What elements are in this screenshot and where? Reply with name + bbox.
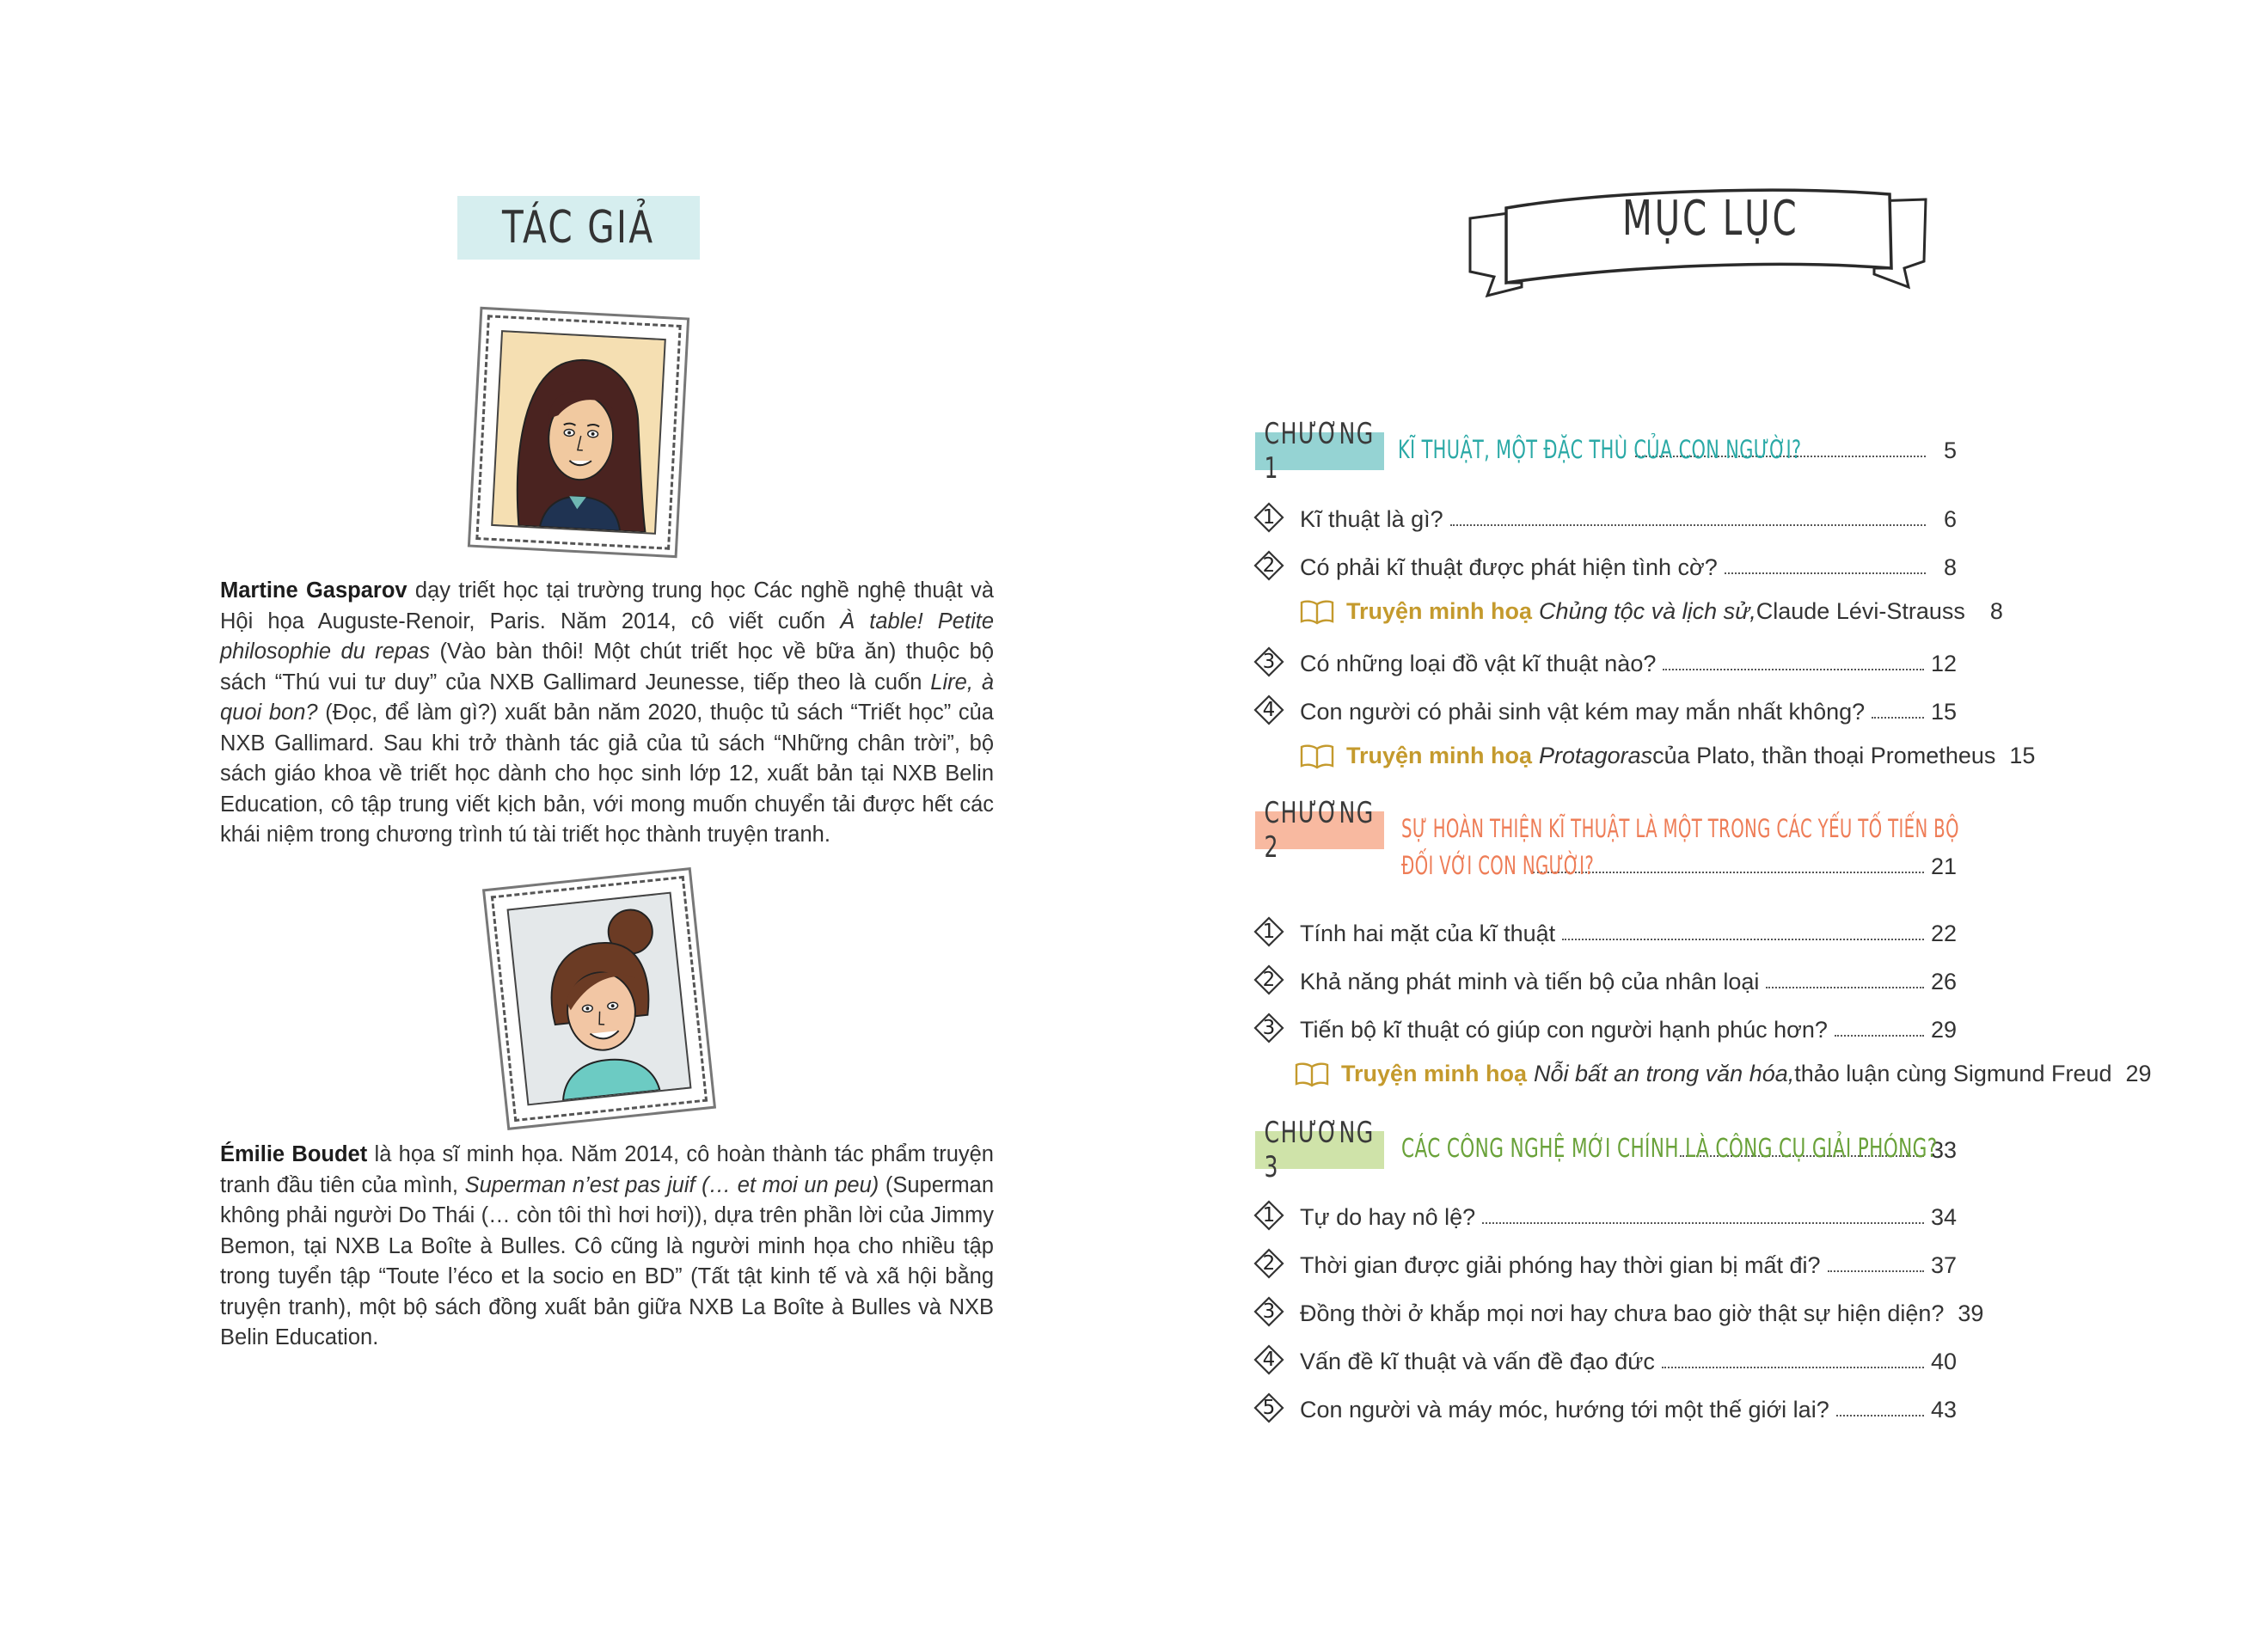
entry-text: Có phải kĩ thuật được phát hiện tình cờ?	[1300, 554, 1718, 580]
story-rest: thảo luận cùng Sigmund Freud	[1794, 1061, 2112, 1086]
authors-heading-box	[457, 196, 700, 260]
toc-story-2-1[interactable]	[1295, 1061, 2152, 1087]
entry-page: 6	[1943, 506, 1957, 532]
diamond-number-badge: 3	[1253, 646, 1284, 677]
open-book-icon	[1300, 743, 1334, 769]
leader-dots	[1482, 1222, 1924, 1224]
story-title: Protagoras	[1539, 743, 1653, 768]
entry-text: Thời gian được giải phóng hay thời gian bị mất đi?	[1300, 1252, 1821, 1278]
toc-entry-3-5[interactable]	[1253, 1392, 1957, 1423]
leader-dots	[1835, 1035, 1924, 1037]
author-1-book-title: Lire, à quoi bon?	[220, 670, 994, 725]
entry-page: 40	[1930, 1349, 1957, 1374]
leader-dots	[1725, 572, 1926, 574]
diamond-number-badge: 2	[1253, 964, 1284, 995]
story-rest: Claude Lévi-Strauss	[1755, 598, 1965, 624]
chapter-1-page: 5	[1943, 437, 1957, 463]
entry-page: 39	[1958, 1300, 1984, 1326]
author-2-bio-text: (Superman không phải người Do Thái (… còn tôi thì hơi hơi)), dựa trên phần lời của Jimmy Bemon, tại NXB La Boîte à Bulles. Cô cũng là người minh họa cho nhiều tập trong tuyển tập “Toute l’éco et la socio en BD” (Tất tật kinh tế và xã hội bằng truyện tranh), một bộ sách đồng xuất bản giữa NXB La Boîte à Bulles và NXB Belin Education.	[220, 1172, 995, 1349]
chapter-3-page: 33	[1930, 1137, 1957, 1163]
entry-page: 8	[1989, 598, 2003, 624]
chapter-2-label	[1255, 796, 1384, 865]
story-title: Nỗi bất an trong văn hóa,	[1534, 1061, 1795, 1086]
leader-dots	[1766, 987, 1924, 988]
toc-entry-1-3[interactable]	[1253, 646, 1957, 677]
toc-entry-2-3[interactable]	[1253, 1013, 1957, 1043]
right-page	[1118, 0, 2261, 1652]
author-1-name: Martine Gasparov	[220, 578, 407, 603]
entry-page: 29	[2125, 1061, 2152, 1086]
contents-heading: MỤC LỤC	[1622, 191, 1799, 247]
diamond-number-badge: 1	[1253, 502, 1284, 533]
authors-heading: TÁC GIẢ	[502, 202, 655, 254]
entry-text: Kĩ thuật là gì?	[1300, 506, 1443, 532]
author-2-bio-text: là họa sĩ minh họa. Năm 2014, cô hoàn thành tác phẩm truyện tranh đầu tiên của mình,	[220, 1142, 994, 1197]
entry-text: Tính hai mặt của kĩ thuật	[1300, 921, 1556, 946]
leader-dots	[1872, 717, 1924, 719]
chapter-3-label-text: CHƯƠNG 3	[1264, 1116, 1376, 1184]
entry-page: 37	[1930, 1252, 1957, 1278]
author-1-book-title: À table! Petite philosophie du repas	[220, 609, 995, 664]
chapter-2-page: 21	[1930, 854, 1957, 879]
story-label: Truyện minh hoạ	[1341, 1061, 1528, 1086]
toc-entry-1-2[interactable]	[1253, 550, 1957, 581]
entry-page: 12	[1930, 651, 1957, 676]
entry-text: Có những loại đồ vật kĩ thuật nào?	[1300, 651, 1657, 676]
entry-page: 22	[1930, 921, 1957, 946]
toc-story-1-1[interactable]	[1300, 598, 2003, 625]
story-label: Truyện minh hoạ	[1346, 598, 1533, 624]
chapter-1-label-text: CHƯƠNG 1	[1264, 417, 1376, 486]
toc-entry-1-4[interactable]	[1253, 694, 1957, 725]
entry-text: Tiến bộ kĩ thuật có giúp con người hạnh phúc hơn?	[1300, 1017, 1828, 1043]
entry-page: 26	[1930, 969, 1957, 994]
story-label: Truyện minh hoạ	[1346, 743, 1533, 768]
author-1-portrait-illustration	[493, 332, 664, 533]
entry-page: 29	[1930, 1017, 1957, 1043]
author-1-bio-text: dạy triết học tại trường trung học Các nghề nghệ thuật và Hội họa Auguste-Renoir, Paris. Năm 2014, cô viết cuốn	[220, 578, 995, 633]
entry-text: Khả năng phát minh và tiến bộ của nhân loại	[1300, 969, 1760, 994]
diamond-number-badge: 1	[1253, 916, 1284, 947]
story-rest: của Plato, thần thoại Prometheus	[1652, 743, 1996, 768]
author-1-bio-text: (Đọc, để làm gì?) xuất bản năm 2020, thuộc tủ sách “Triết học” của NXB Gallimard. Sau khi trở thành tác giả của tủ sách “Những chân trời”, bộ sách giáo khoa về triết học dành cho học sinh lớp 12, xuất bản tại NXB Belin Education, cô tập trung viết kịch bản, với mong muốn chuyển tải được hết các khái niệm trong chương trình tú tài triết học thành truyện tranh.	[220, 701, 994, 847]
chapter-2-title-line-2: ĐỐI VỚI CON NGƯỜI?	[1401, 851, 1595, 880]
toc-entry-1-1[interactable]	[1253, 502, 1957, 533]
author-2-name: Émilie Boudet	[220, 1142, 368, 1166]
diamond-number-badge: 5	[1253, 1392, 1284, 1423]
left-page	[0, 0, 1118, 1652]
chapter-1-label	[1255, 417, 1384, 486]
leader-dots	[1836, 1415, 1924, 1416]
toc-entry-3-3[interactable]	[1253, 1296, 1984, 1327]
entry-page: 34	[1930, 1204, 1957, 1230]
entry-text: Vấn đề kĩ thuật và vấn đề đạo đức	[1300, 1349, 1655, 1374]
diamond-number-badge: 4	[1253, 1344, 1284, 1375]
leader-dots	[1450, 524, 1926, 526]
entry-text: Con người có phải sinh vật kém may mắn nhất không?	[1300, 699, 1866, 725]
author-2-portrait-stamp	[491, 876, 708, 1122]
toc-entry-3-1[interactable]	[1253, 1200, 1957, 1231]
author-1-bio	[220, 576, 994, 851]
leader-dots	[1663, 669, 1924, 670]
author-1-bio-text: (Vào bàn thôi! Một chút triết học về bữa ăn) thuộc bộ sách “Thú vui tư duy” của NXB Gallimard Jeunesse, tiếp theo là cuốn	[220, 639, 995, 694]
entry-text: Tự do hay nô lệ?	[1300, 1204, 1476, 1230]
entry-text: Đồng thời ở khắp mọi nơi hay chưa bao giờ thật sự hiện diện?	[1300, 1300, 1945, 1326]
chapter-2-title-row-2[interactable]	[1401, 851, 1957, 880]
story-title: Chủng tộc và lịch sử,	[1539, 598, 1756, 624]
entry-page: 43	[1930, 1397, 1957, 1423]
entry-page: 8	[1943, 554, 1957, 580]
diamond-number-badge: 2	[1253, 550, 1284, 581]
chapter-3-label	[1255, 1116, 1384, 1184]
diamond-number-badge: 1	[1253, 1200, 1284, 1231]
toc-entry-3-2[interactable]	[1253, 1248, 1957, 1279]
chapter-3-title-row[interactable]	[1401, 1134, 1957, 1164]
author-1-portrait-stamp	[475, 315, 681, 549]
toc-story-1-2[interactable]	[1300, 743, 2036, 769]
toc-entry-2-1[interactable]	[1253, 916, 1957, 947]
diamond-number-badge: 3	[1253, 1013, 1284, 1043]
leader-dots	[1828, 1270, 1924, 1272]
chapter-2-label-text: CHƯƠNG 2	[1264, 796, 1376, 865]
chapter-1-title: KĨ THUẬT, MỘT ĐẶC THÙ CỦA CON NGƯỜI?	[1398, 435, 1802, 464]
toc-entry-3-4[interactable]	[1253, 1344, 1957, 1375]
leader-dots	[1662, 1367, 1924, 1368]
open-book-icon	[1300, 599, 1334, 625]
diamond-number-badge: 2	[1253, 1248, 1284, 1279]
entry-page: 15	[2009, 743, 2036, 768]
chapter-2-title-line-1: SỰ HOÀN THIỆN KĨ THUẬT LÀ MỘT TRONG CÁC YẾU TỐ TIẾN BỘ	[1401, 814, 1959, 843]
contents-heading-wrap	[1530, 191, 1891, 247]
chapter-2-title-row-1[interactable]	[1401, 814, 1957, 843]
author-2-book-title: Superman n’est pas juif (… et moi un peu)	[464, 1172, 879, 1197]
chapter-3-title: CÁC CÔNG NGHỆ MỚI CHÍNH LÀ CÔNG CỤ GIẢI PHÓNG?	[1401, 1134, 1938, 1164]
diamond-number-badge: 4	[1253, 694, 1284, 725]
toc-entry-2-2[interactable]	[1253, 964, 1957, 995]
entry-page: 15	[1930, 699, 1957, 725]
leader-dots	[1562, 939, 1924, 940]
diamond-number-badge: 3	[1253, 1296, 1284, 1327]
author-2-bio	[220, 1140, 994, 1354]
author-2-portrait-illustration	[509, 894, 690, 1104]
open-book-icon	[1295, 1062, 1329, 1087]
chapter-1-title-row[interactable]	[1398, 435, 1957, 464]
entry-text: Con người và máy móc, hướng tới một thế giới lai?	[1300, 1397, 1829, 1423]
